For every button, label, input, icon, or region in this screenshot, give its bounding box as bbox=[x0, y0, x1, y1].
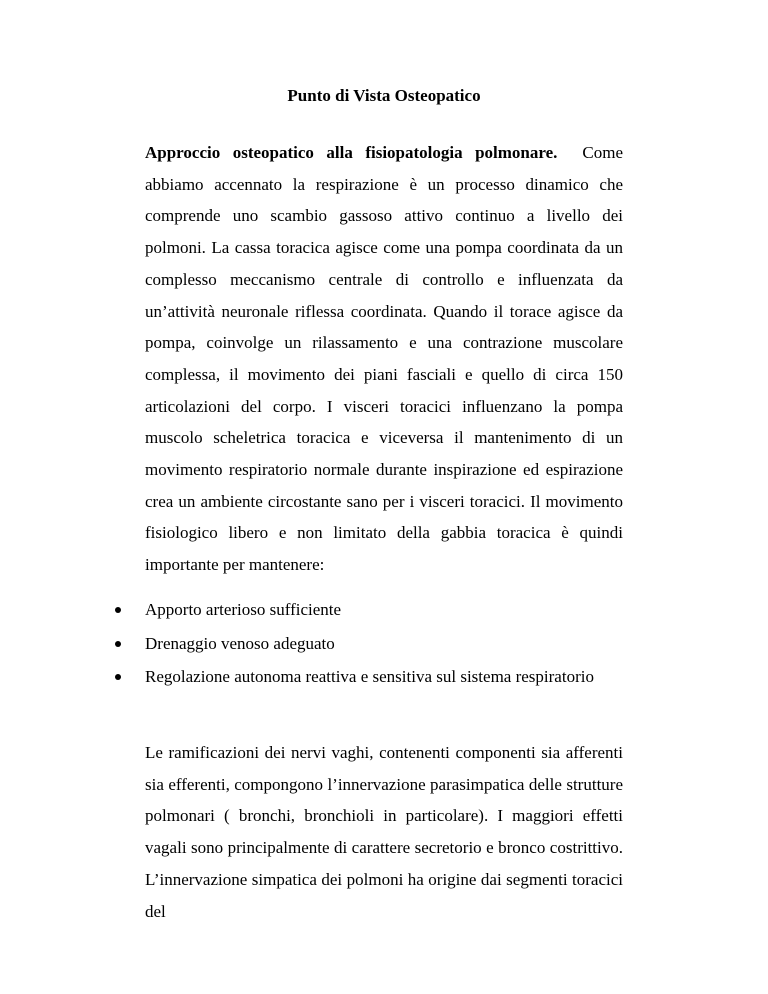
page-title: Punto di Vista Osteopatico bbox=[287, 86, 481, 105]
bullet-icon bbox=[115, 674, 121, 680]
list-item bbox=[145, 628, 623, 660]
list-item bbox=[145, 661, 623, 693]
list-item-text: Drenaggio venoso adeguato bbox=[145, 633, 335, 653]
paragraph-1 bbox=[145, 137, 623, 581]
bullet-icon bbox=[115, 641, 121, 647]
paragraph-2: Le ramificazioni dei nervi vaghi, contenenti componenti sia afferenti sia efferenti, compongono l’innervazione parasimpatica delle strutture polmonari ( bronchi, bronchioli in particolare). I maggiori effetti vagali sono principalmente di carattere secretorio e bronco costrittivo. L’innervazione simpatica dei polmoni ha origine dai segmenti toracici del bbox=[145, 743, 623, 921]
list-item-text: Apporto arterioso sufficiente bbox=[145, 600, 342, 619]
list-item bbox=[145, 594, 623, 626]
list-item-text: Regolazione autonoma reattiva e sensitiva sul sistema respiratorio bbox=[145, 667, 594, 687]
paragraph-1-text: Come abbiamo accennato la respirazione è un processo dinamico che comprende uno scambio gassoso attivo continuo a livello dei polmoni. La cassa toracica agisce come una pompa coordinata da un complesso meccanismo centrale di controllo e influenzata da un’attività neuronale riflessa coordinata. Quando il torace agisce da pompa, coinvolge un rilassamento e una contrazione muscolare complessa, il movimento dei piani fasciali e quello di circa 150 articolazioni del corpo. I visceri toracici influenzano la pompa muscolo scheletrica toracica e viceversa il mantenimento di un movimento respiratorio normale durante inspirazione ed espirazione crea un ambiente circostante sano per i visceri toracici. Il movimento fisiologico libero e non limitato della gabbia toracica è quindi importante per mantenere: bbox=[145, 143, 623, 575]
bullet-icon bbox=[115, 607, 121, 613]
bullet-list bbox=[145, 594, 623, 693]
paragraph-1-heading: Approccio osteopatico alla fisiopatologia polmonare. bbox=[145, 143, 558, 162]
